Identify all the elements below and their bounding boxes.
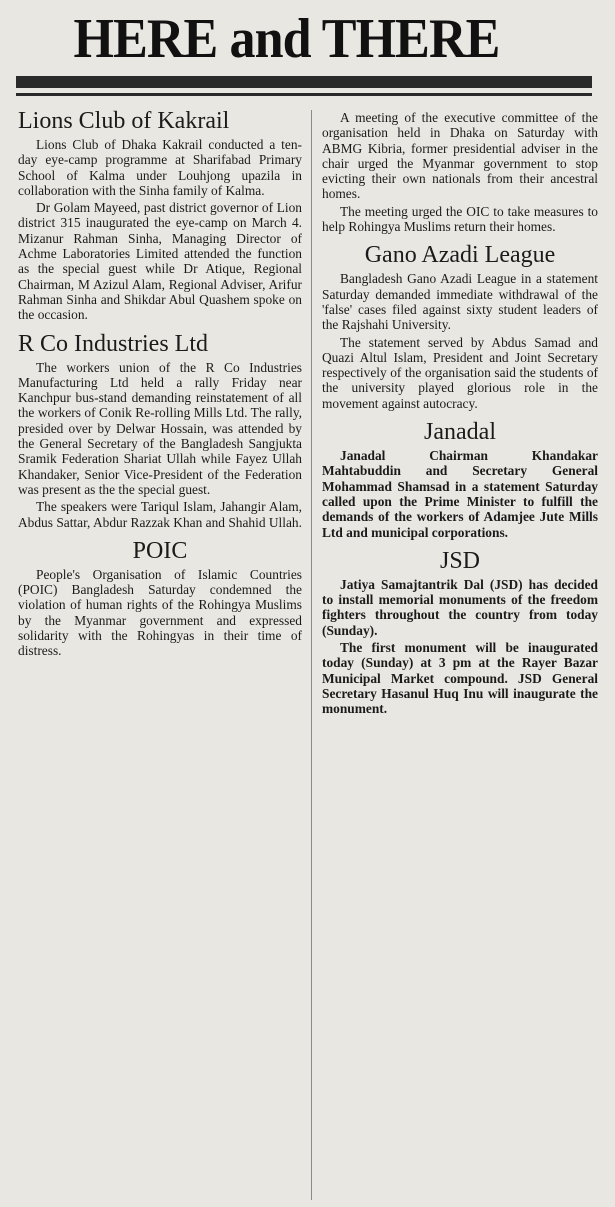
story-paragraph: The workers union of the R Co Industries Manufacturing Ltd held a rally Friday near Kanchpur bus-stand demanding reinstatement of all the workers of Conik Re-rolling Mills Ltd. The rally, presided over by Delwar Hossain, was attended by the General Secretary of the Bangladesh Sangjukta Sramik Federation Shariat Ullah while Fayez Ullah Khandaker, Senior Vice-President of the Federation was present as the the special guest. (18, 359, 302, 497)
story-paragraph: Jatiya Samajtantrik Dal (JSD) has decided to install memorial monuments of the freedom fighters throughout the country from today (Sunday). (322, 576, 598, 638)
story-paragraph: Dr Golam Mayeed, past district governor of Lion district 315 inaugurated the eye-camp on March 4. Mizanur Rahman Sinha, Managing Director of Achme Laboratories Limited attended the function as the special guest while Dr Atique, Regional Chairman, M Azizul Alam, Regional Adviser, Arifur Rahman Sinha and Shikdar Abul Quashem spoke on the occasion. (18, 200, 302, 323)
story-paragraph: The first monument will be inaugurated today (Sunday) at 3 pm at the Rayer Bazar Municipal Market compound. JSD General Secretary Hasanul Huq Inu will inaugurate the monument. (322, 640, 598, 717)
story-r-co-industries (18, 331, 302, 530)
story-paragraph: Bangladesh Gano Azadi League in a statement Saturday demanded immediate withdrawal of the 'false' cases filed against sixty student leaders of the Rajshahi University. (322, 271, 598, 333)
story-jsd (322, 548, 598, 717)
story-lions-club (18, 108, 302, 323)
masthead-title: HERE and THERE (73, 8, 500, 70)
story-paragraph: Lions Club of Dhaka Kakrail conducted a ten-day eye-camp programme at Sharifabad Primary School of Kalma under Louhjong upazila in collaboration with the Sinha family of Kalma. (18, 137, 302, 198)
story-paragraph: People's Organisation of Islamic Countries (POIC) Bangladesh Saturday condemned the violation of human rights of the Rohingya Muslims by the Myanmar government and expressed solidarity with the Rohingyas in their time of distress. (18, 566, 302, 659)
story-paragraph: The speakers were Tariqul Islam, Jahangir Alam, Abdus Sattar, Abdur Razzak Khan and Shahid Ullah. (18, 499, 302, 530)
story-heading: Janadal (424, 419, 496, 446)
story-heading: Lions Club of Kakrail (18, 108, 230, 134)
story-poic-continued (322, 110, 598, 234)
story-janadal (322, 419, 598, 540)
masthead-rule-thick (16, 76, 592, 88)
story-paragraph: A meeting of the executive committee of the organisation held in Dhaka on Saturday with ABMG Kibria, former presidential adviser in the chair urged the Myanmar government to stop evicting their own nationals from their ancestral homes. (322, 110, 598, 202)
column-divider (311, 110, 312, 1200)
story-paragraph: Janadal Chairman Khandakar Mahtabuddin and Secretary General Mohammad Shamsad in a statement Saturday called upon the Prime Minister to fulfill the demands of the workers of Adamjee Jute Mills Ltd and municipal corporations. (322, 448, 598, 540)
story-gano-azadi-league (322, 242, 598, 411)
story-heading: Gano Azadi League (364, 242, 556, 269)
story-heading: JSD (439, 547, 481, 574)
story-paragraph: The meeting urged the OIC to take measures to help Rohingya Muslims return their homes. (322, 203, 598, 235)
story-heading: R Co Industries Ltd (18, 330, 208, 357)
story-paragraph: The statement served by Abdus Samad and Quazi Altul Islam, President and Joint Secretary respectively of the organisation said the students of the university played glorious role in the movement against autocracy. (322, 334, 598, 411)
left-column (18, 108, 302, 667)
masthead-rule-thin (16, 93, 592, 96)
story-heading: POIC (132, 537, 188, 564)
right-column (322, 110, 598, 725)
story-poic (18, 538, 302, 659)
